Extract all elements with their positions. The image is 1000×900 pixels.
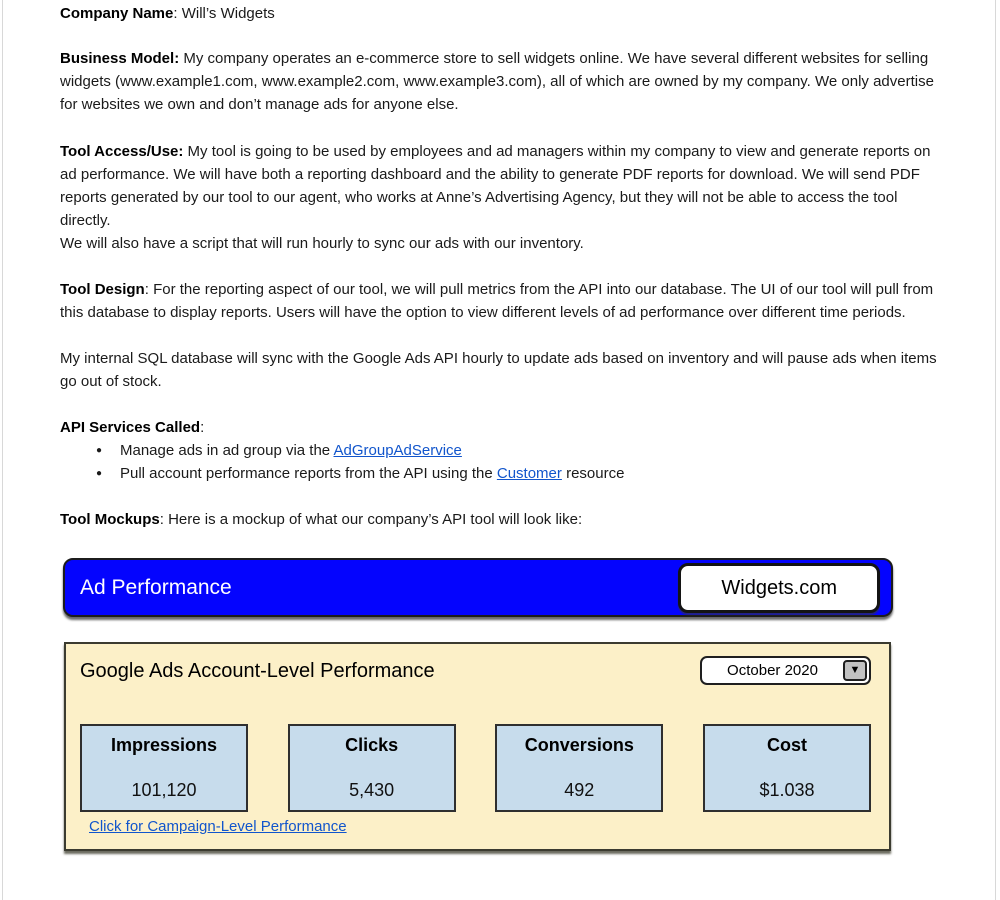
page-border-right — [995, 0, 996, 900]
business-model-text: My company operates an e-commerce store to sell widgets online. We have several different websites for selling widgets (www.example1.com, www.example2.com, www.example3.com), all of which are owned by my company. We only advertise for websites we own and don’t manage ads for anyone else. — [60, 50, 934, 113]
company-name-paragraph — [60, 2, 940, 25]
api-services-heading — [60, 416, 940, 439]
adgroupadservice-link[interactable]: AdGroupAdService — [333, 442, 462, 459]
company-name-label: Company Name — [60, 5, 174, 22]
page-border-left — [2, 0, 3, 900]
tool-design-text: : For the reporting aspect of our tool, we will pull metrics from the API into our database. The UI of our tool will pull from this database to display reports. Users will have the option to view different levels of ad performance over different time periods. — [60, 281, 934, 321]
metric-label: Clicks — [345, 735, 399, 755]
metric-value: 101,120 — [131, 780, 197, 800]
tool-mockups-paragraph — [60, 508, 940, 531]
bullet-icon: ● — [96, 445, 103, 456]
month-selector-dropdown[interactable] — [700, 656, 871, 685]
tool-design-paragraph — [60, 278, 940, 324]
api-services-colon: : — [200, 419, 205, 436]
month-selector-value: October 2020 — [727, 662, 818, 679]
metric-card-cost — [703, 724, 871, 812]
widgets-site-button[interactable]: Widgets.com — [678, 563, 880, 613]
mockup-app-title: Ad Performance — [80, 576, 232, 599]
tool-access-text-line2: We will also have a script that will run hourly to sync our ads with our inventory. — [60, 235, 584, 252]
panel-header-row — [80, 656, 871, 685]
list-item — [60, 462, 940, 485]
metric-card-conversions — [495, 724, 663, 812]
sql-sync-paragraph — [60, 347, 940, 393]
tool-mockups-text: : Here is a mockup of what our company’s API tool will look like: — [159, 511, 583, 528]
account-performance-panel — [64, 642, 891, 851]
metric-value: $1.038 — [759, 780, 815, 800]
mockup-header-bar — [63, 558, 893, 617]
bullet-1-pre: Manage ads in ad group via the — [120, 442, 334, 459]
company-name-value: : Will’s Widgets — [173, 5, 275, 22]
panel-link-row — [80, 817, 871, 837]
metric-label: Cost — [766, 735, 807, 755]
tool-mockups-label: Tool Mockups — [60, 511, 160, 528]
sql-sync-text: My internal SQL database will sync with the Google Ads API hourly to update ads based on inventory and will pause ads when items go out of stock. — [60, 350, 937, 390]
tool-access-label: Tool Access/Use: — [60, 143, 184, 160]
customer-resource-link[interactable]: Customer — [496, 465, 562, 482]
api-services-label: API Services Called — [60, 419, 201, 436]
business-model-paragraph — [60, 47, 940, 116]
tool-access-paragraph — [60, 140, 940, 255]
campaign-level-performance-link[interactable]: Click for Campaign-Level Performance — [89, 818, 347, 835]
metrics-row — [80, 724, 871, 812]
bullet-1-text — [120, 439, 462, 462]
chevron-down-icon[interactable]: ▼ — [843, 660, 867, 681]
bullet-2-post: resource — [561, 465, 625, 482]
list-item — [60, 439, 940, 462]
bullet-2-text — [120, 462, 624, 485]
metric-card-clicks — [288, 724, 456, 812]
tool-design-label: Tool Design — [60, 281, 145, 298]
bullet-2-pre: Pull account performance reports from the API using the — [120, 465, 497, 482]
panel-title: Google Ads Account-Level Performance — [80, 659, 435, 682]
metric-card-impressions — [80, 724, 248, 812]
metric-label: Impressions — [110, 735, 218, 755]
metric-value: 5,430 — [349, 780, 395, 800]
metric-value: 492 — [564, 780, 595, 800]
business-model-label: Business Model: — [60, 50, 180, 67]
document-body — [60, 2, 940, 851]
tool-access-text: My tool is going to be used by employees and ad managers within my company to view and generate reports on ad performance. We will have both a reporting dashboard and the ability to generate PDF reports for download. We will send PDF reports generated by our tool to our agent, who works at Anne’s Advertising Agency, but they will not be able to access the tool directly. — [60, 143, 931, 229]
bullet-icon: ● — [96, 468, 103, 479]
metric-label: Conversions — [524, 735, 634, 755]
